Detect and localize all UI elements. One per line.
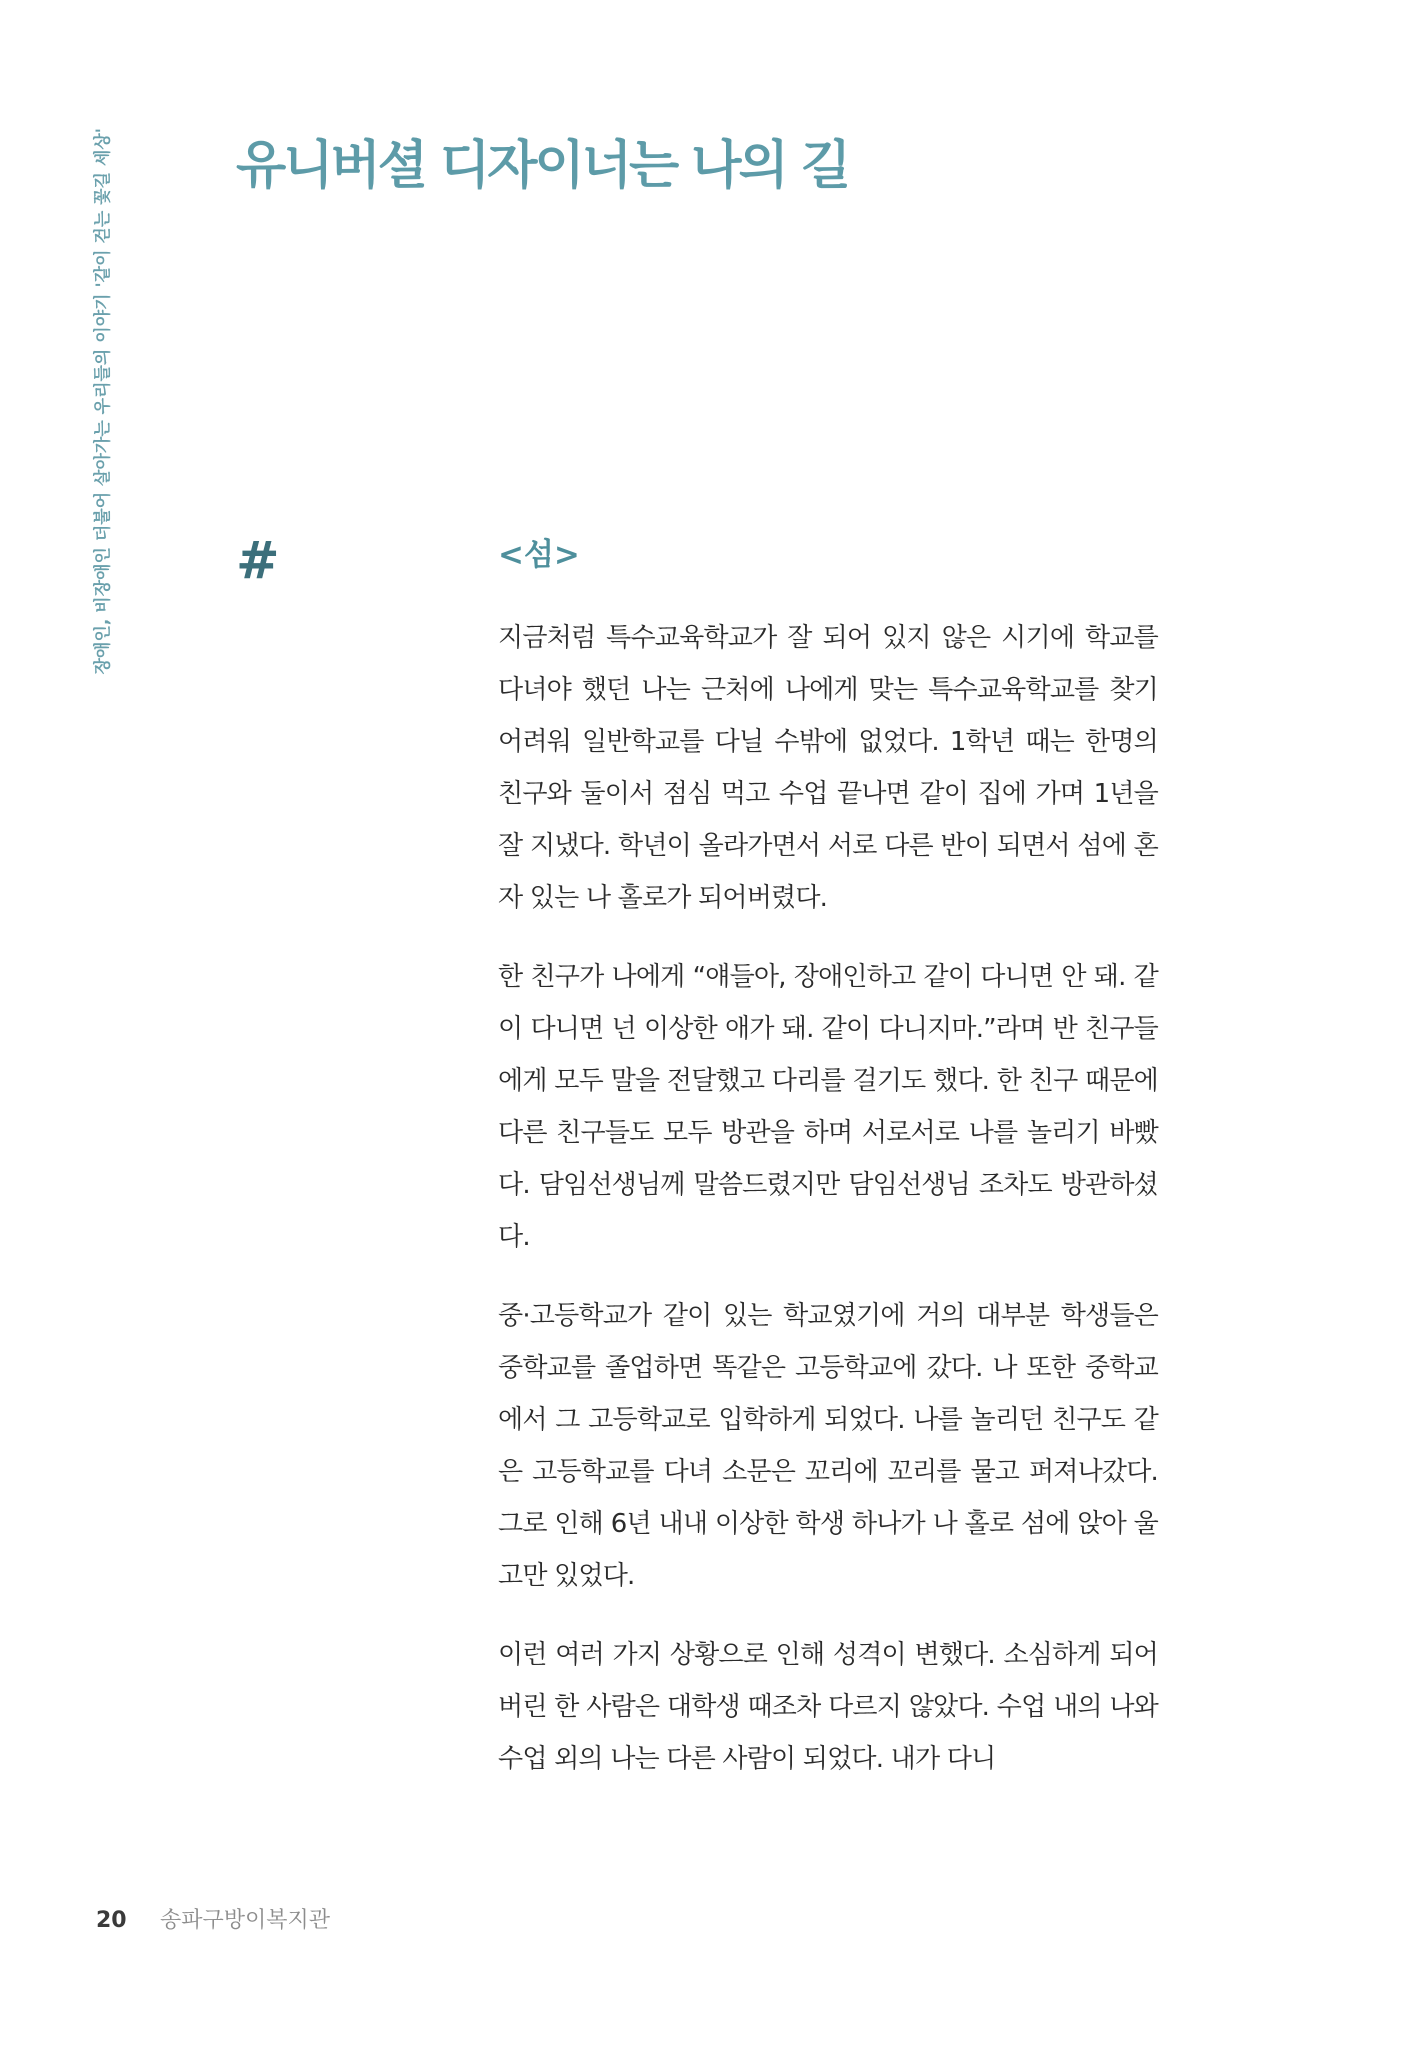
paragraph-2: 한 친구가 나에게 “얘들아, 장애인하고 같이 다니면 안 돼. 같이 다니면 넌 이상한 애가 돼. 같이 다니지마.”라며 반 친구들에게 모두 말을 전달했고 다리를 걸기도 했다. 한 친구 때문에 다른 친구들도 모두 방관을 하며 서로서로 나를 놀리기 바빴다. 담임선생님께 말씀드렸지만 담임선생님 조차도 방관하셨다. [498, 962, 1158, 1252]
paragraph-1: 지금처럼 특수교육학교가 잘 되어 있지 않은 시기에 학교를 다녀야 했던 나는 근처에 나에게 맞는 특수교육학교를 찾기 어려워 일반학교를 다닐 수밖에 없었다. 1학년 때는 한명의 친구와 둘이서 점심 먹고 수업 끝나면 같이 집에 가며 1년을 잘 지냈다. 학년이 올라가면서 서로 다른 반이 되면서 섬에 혼자 있는 나 홀로가 되어버렸다. [498, 623, 1158, 913]
running-header-vertical: 장애인, 비장애인 더불어 살아가는 우리들의 이야기 '같이 걷는 꽃길 세상' [93, 128, 113, 675]
footer-publisher: 송파구방이복지관 [160, 1908, 331, 1933]
page-number: 20 [96, 1908, 127, 1933]
page-title: 유니버셜 디자이너는 나의 길 [236, 136, 849, 196]
section-marker: # [236, 531, 280, 591]
body-text [498, 612, 1158, 1812]
paragraph-3: 중·고등학교가 같이 있는 학교였기에 거의 대부분 학생들은 중학교를 졸업하면 똑같은 고등학교에 갔다. 나 또한 중학교에서 그 고등학교로 입학하게 되었다. 나를 놀리던 친구도 같은 고등학교를 다녀 소문은 꼬리에 꼬리를 물고 퍼져나갔다. 그로 인해 6년 내내 이상한 학생 하나가 나 홀로 섬에 앉아 울고만 있었다. [498, 1301, 1158, 1591]
paragraph-4: 이런 여러 가지 상황으로 인해 성격이 변했다. 소심하게 되어버린 한 사람은 대학생 때조차 다르지 않았다. 수업 내의 나와 수업 외의 나는 다른 사람이 되었다. 내가 다니 [498, 1640, 1158, 1774]
section-heading: <섬> [498, 537, 580, 573]
